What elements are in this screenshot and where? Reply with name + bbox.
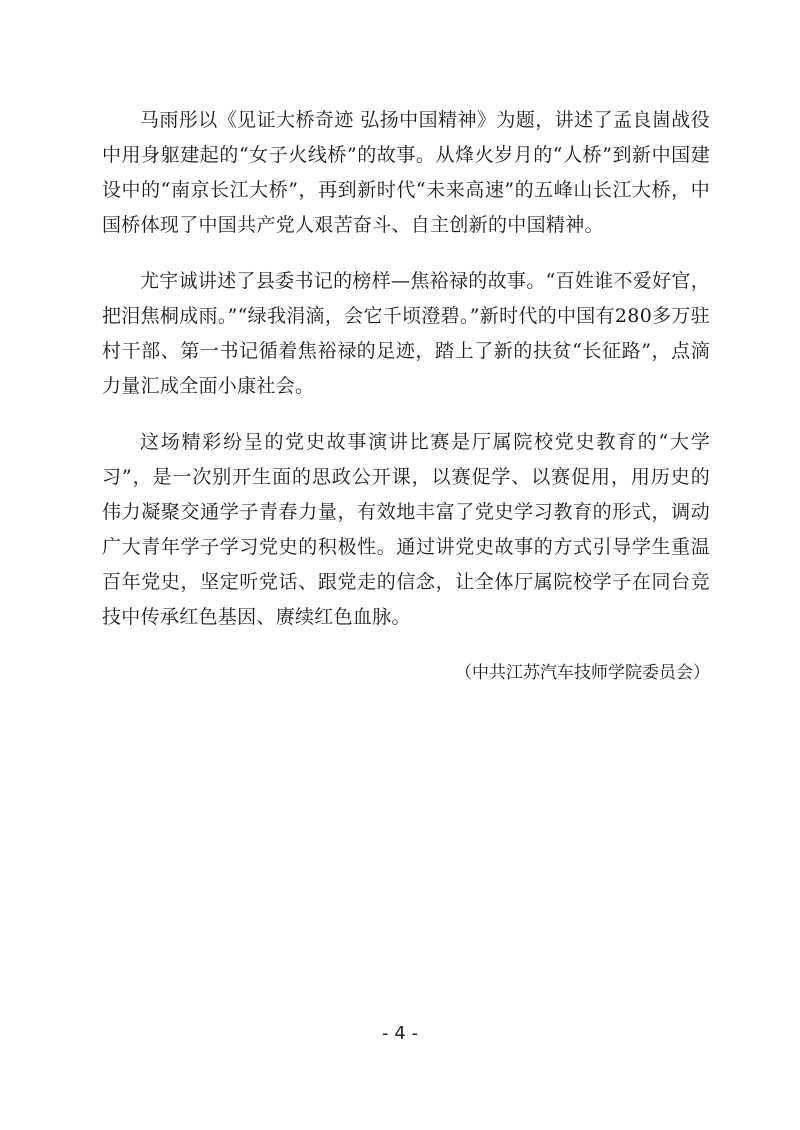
paragraph-jiao-yulu-story: 尤宇诚讲述了县委书记的榜样—焦裕禄的故事。“百姓谁不爱好官，把泪焦桐成雨。”“绿我涓滴，会它千顷澄碧。”新时代的中国有280多万驻村干部、第一书记循着焦裕禄的足迹，踏上了新的扶贫“长征路”，点滴力量汇成全面小康社会。 (102, 270, 710, 397)
body-text (102, 103, 710, 656)
signature-line: （中共江苏汽车技师学院委员会） (455, 663, 710, 683)
paragraph-competition-summary: 这场精彩纷呈的党史故事演讲比赛是厅属院校党史教育的“大学习”，是一次别开生面的思政公开课，以赛促学、以赛促用，用历史的伟力凝聚交通学子青春力量，有效地丰富了党史学习教育的形式，调动广大青年学子学习党史的积极性。通过讲党史故事的方式引导学生重温百年党史，坚定听党话、跟党走的信念，让全体厅属院校学子在同台竞技中传承红色基因、赓续红色血脉。 (102, 431, 710, 628)
page-number: - 4 - (382, 1023, 418, 1044)
paragraph-bridge-story: 马雨彤以《见证大桥奇迹 弘扬中国精神》为题，讲述了孟良崮战役中用身躯建起的“女子火线桥”的故事。从烽火岁月的“人桥”到新中国建设中的“南京长江大桥”，再到新时代“未来高速”的五峰山长江大桥，中国桥体现了中国共产党人艰苦奋斗、自主创新的中国精神。 (102, 109, 710, 236)
